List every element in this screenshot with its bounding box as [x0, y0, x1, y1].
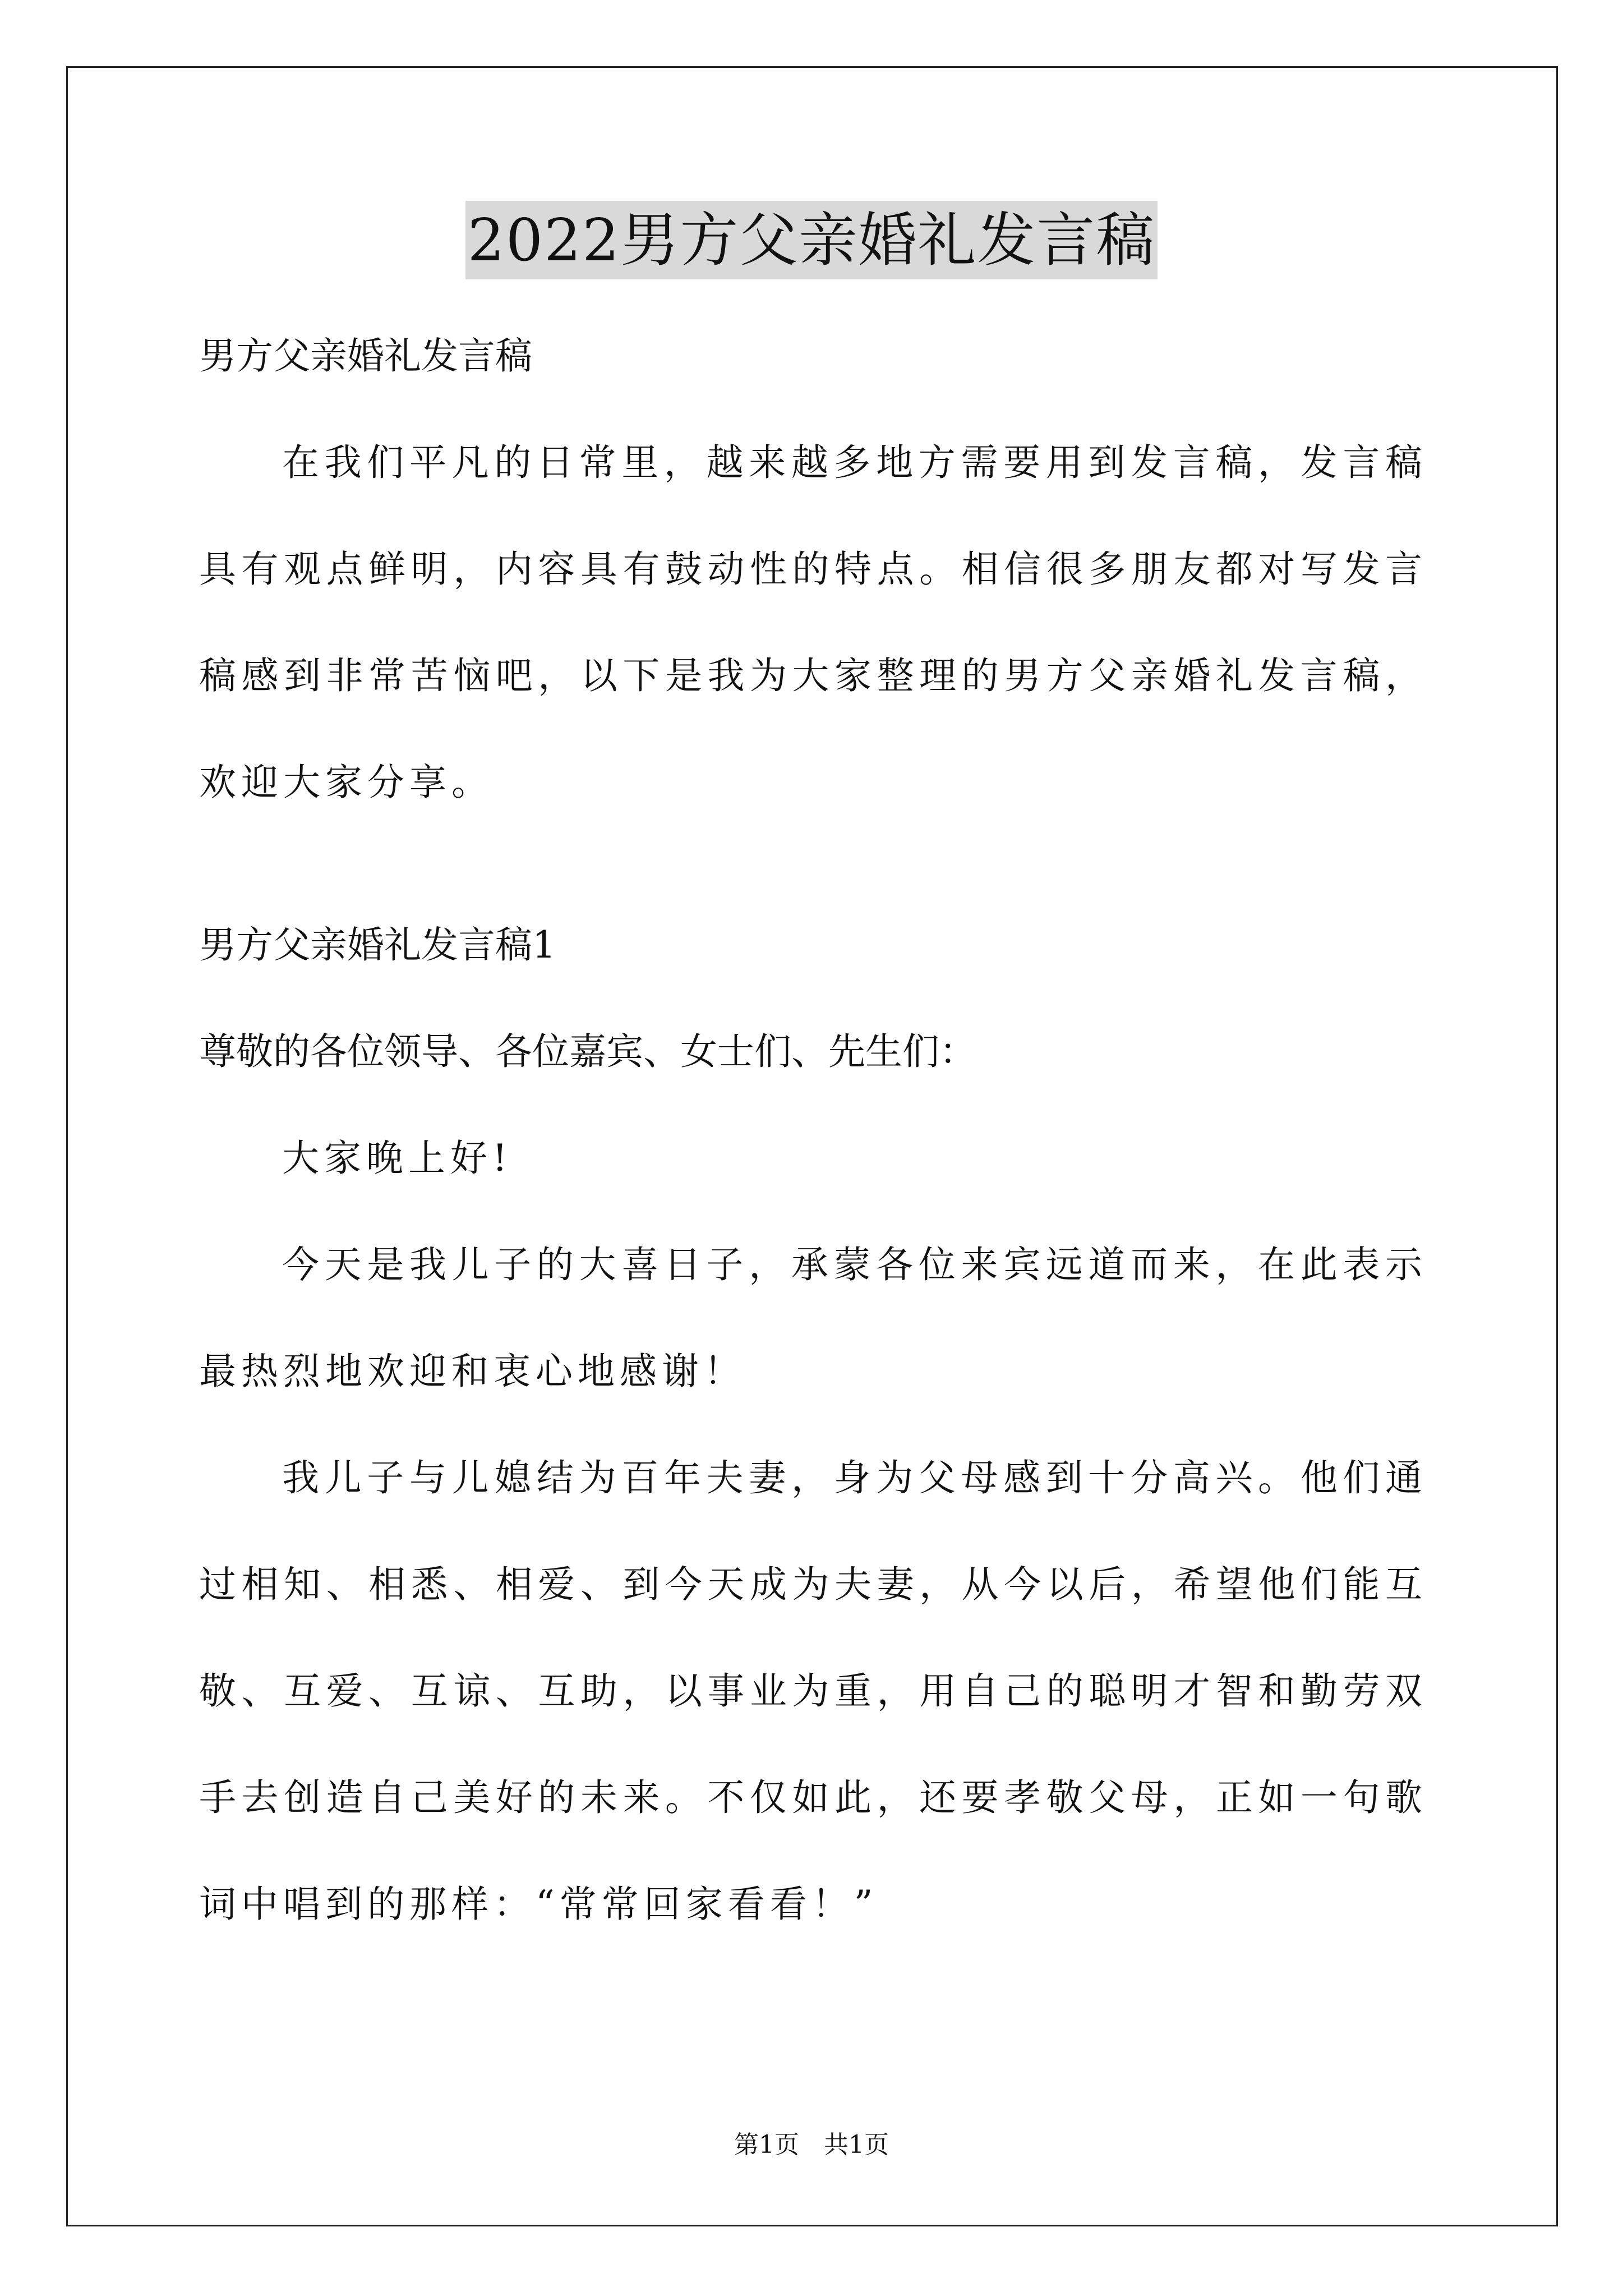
section-gap [199, 836, 1427, 892]
page-footer: 第1页 共1页 [734, 2131, 889, 2159]
body-paragraph-1: 今天是我儿子的大喜日子，承蒙各位来宾远道而来，在此表示最热烈地欢迎和衷心地感谢！ [199, 1243, 1427, 1393]
document-body [199, 303, 1427, 1958]
document-subtitle: 男方父亲婚礼发言稿 [199, 334, 532, 378]
title-container [0, 201, 1623, 279]
section-heading: 男方父亲婚礼发言稿1 [199, 923, 556, 967]
body-paragraph-2: 我儿子与儿媳结为百年夫妻，身为父母感到十分高兴。他们通过相知、相悉、相爱、到今天成为夫妻，从今以后，希望他们能互敬、互爱、互谅、互助，以事业为重，用自己的聪明才智和勤劳双手去创造自己美好的未来。不仅如此，还要孝敬父母，正如一句歌词中唱到的那样：“常常回家看看！” [199, 1456, 1427, 1926]
intro-paragraph: 在我们平凡的日常里，越来越多地方需要用到发言稿，发言稿具有观点鲜明，内容具有鼓动性的特点。相信很多朋友都对写发言稿感到非常苦恼吧，以下是我为大家整理的男方父亲婚礼发言稿，欢迎大家分享。 [199, 441, 1427, 804]
salutation: 尊敬的各位领导、各位嘉宾、女士们、先生们： [199, 1030, 976, 1073]
document-title: 2022男方父亲婚礼发言稿 [465, 201, 1158, 279]
greeting: 大家晚上好! [282, 1137, 513, 1180]
